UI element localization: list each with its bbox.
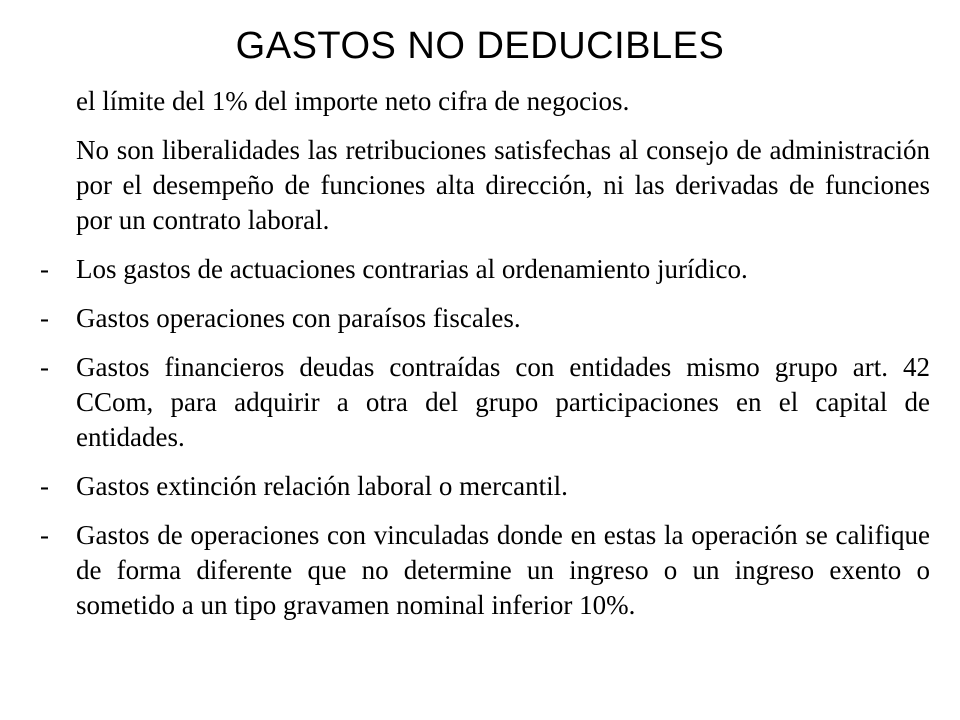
bullet-item [40,350,930,455]
bullet-marker: - [40,254,49,284]
bullet-item [40,469,930,504]
slide-title: GASTOS NO DEDUCIBLES [235,25,725,67]
bullet-text: Gastos de operaciones con vinculadas donde en estas la operación se califique de forma diferente que no determine un ingreso o un ingreso exento o sometido a un tipo gravamen nominal inferior 10%. [76,520,930,620]
bullet-marker: - [40,352,49,382]
bullet-marker: - [40,520,49,550]
paragraph-liberalidades: No son liberalidades las retribuciones satisfechas al consejo de administración por el desempeño de funciones alta dirección, ni las derivadas de funciones por un contrato laboral. [76,135,930,235]
bullet-marker: - [40,303,49,333]
bullet-item [40,301,930,336]
paragraph-limit: el límite del 1% del importe neto cifra de negocios. [76,86,630,116]
bullet-text: Gastos financieros deudas contraídas con entidades mismo grupo art. 42 CCom, para adquirir a otra del grupo participaciones en el capital de entidades. [76,352,930,452]
slide-body [40,84,930,637]
bullet-item [40,252,930,287]
bullet-marker: - [40,471,49,501]
bullet-item [40,518,930,623]
bullet-text: Gastos operaciones con paraísos fiscales. [76,303,521,333]
bullet-text: Gastos extinción relación laboral o mercantil. [76,471,568,501]
bullet-text: Los gastos de actuaciones contrarias al ordenamiento jurídico. [76,254,748,284]
